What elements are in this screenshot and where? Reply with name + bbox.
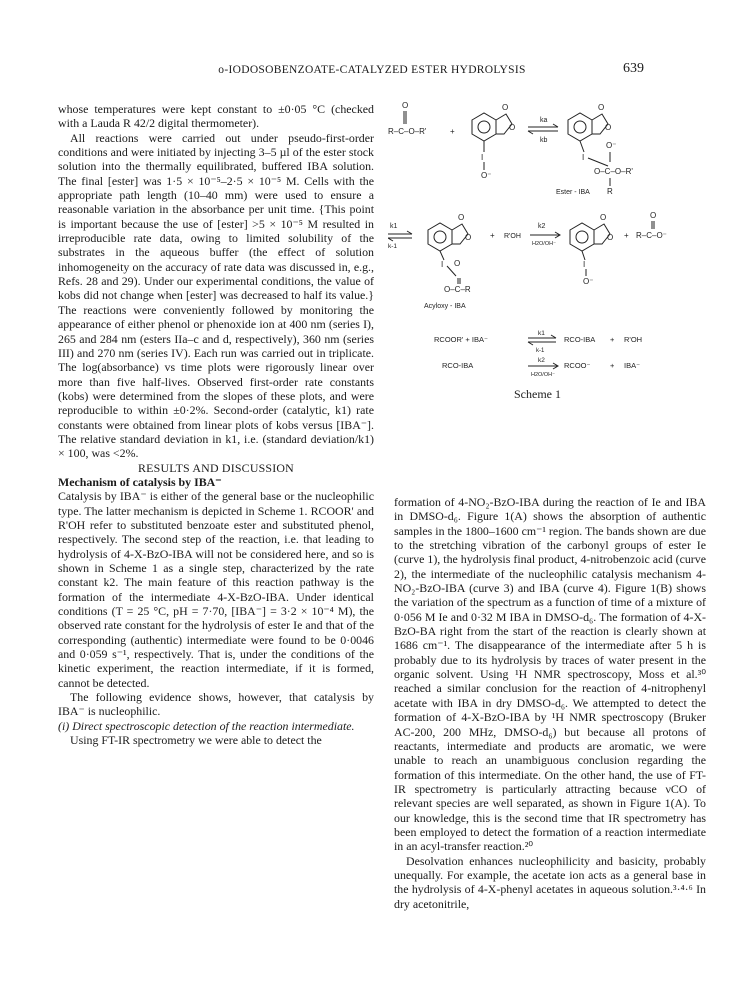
eq1-plus: +	[610, 335, 615, 344]
iba-regen-carbonyl-o: O	[600, 213, 607, 222]
left-paragraph-5: Using FT-IR spectrometry we were able to detect the	[70, 733, 322, 748]
ester-reactant: R–C–O–R'	[388, 127, 427, 136]
left-paragraph-2: All reactions were carried out under pseudo-first-order conditions and were initiated by injecting 3–5 µl of the ester stock solution into the thermally equilibrated, buffered IBA solution. The final [ester] was 1·5 × 10⁻⁵–2·5 × 10⁻⁵ M. Cells with the appropriate path length (10–40 mm) were used to ensure a reasonable variation in the absorbance per unit time. {This point is important because the use of [ester] >5 × 10⁻⁵ M resulted in irreproducible rate data, owing to limited solubility of the substrates in the aqueous buffer (the effect of solution inhomogeneity on the accuracy of rate data was discussed in, e.g., Refs. 28 and 29). Under our experimental conditions, the value of kobs did not change when [ester] was decreased to half its value.} The reactions were conveniently followed by monitoring the appearance of either phenol or phenoxide ion at 400 nm (series I), 265 and 284 nm (esters IIa–c and d, respectively), 360 nm (series III) and 270 nm (series IV). Each run was carried out in triplicate. The log(absorbance) vs time plots were rigorously linear over more than five half-lives. Observed first-order rate constants (kobs) were determined from the slopes of these plots, and were reproducible to within ±0·2%. Second-order (catalytic, k1) rate constants were obtained from linear plots of kobs versus [IBA⁻]. The relative standard deviation in k1, i.e. (standard deviation/k1) × 100, was <2%.	[58, 130, 374, 461]
scheme-1	[388, 100, 710, 480]
left-paragraph-4: The following evidence shows, however, that catalysis by IBA⁻ is nucleophilic.	[58, 690, 374, 719]
ester-iba-substituent: O–C–O–R'	[594, 167, 633, 176]
rate-constant-k2: k2	[538, 223, 546, 230]
rate-constant-k1: k1	[390, 223, 398, 230]
plus-sign-2: +	[490, 231, 495, 240]
right-paragraph-2: Desolvation enhances nucleophilicity and basicity, probably unequally. For example, the acetate ion acts as a general base in the hydrolysis of 4-X-phenyl acetates in aqueous solution.³·⁴·⁶ In dry acetonitrile,	[394, 853, 706, 911]
iba-regen-oxide: O⁻	[583, 277, 594, 286]
product-oxide: O⁻	[606, 141, 617, 150]
eq1-reactants: RCOOR' + IBA⁻	[434, 335, 488, 344]
plus-sign-3: +	[624, 231, 629, 240]
summary-equations	[434, 330, 642, 378]
eq1-intermediate: RCO-IBA	[564, 335, 596, 344]
carbonyl-oxygen-label: O	[402, 101, 409, 110]
product-ring-o: O	[605, 123, 612, 132]
acyloxy-ring-o: O	[465, 233, 472, 242]
eq2-k2: k2	[538, 357, 545, 364]
hydrolysis-conditions: H2O/OH⁻	[532, 241, 556, 247]
iba-iodine: I	[481, 153, 484, 162]
eq2-iba: IBA⁻	[624, 361, 641, 370]
rate-constant-k-1: k-1	[388, 243, 398, 250]
page-number: 639	[623, 61, 644, 76]
scheme-drawing	[388, 100, 710, 480]
plus-sign: +	[450, 127, 455, 136]
ester-iba-label: Ester - IBA	[556, 189, 590, 196]
eq2-conditions: H2O/OH⁻	[531, 372, 555, 378]
eq1-phenol: R'OH	[624, 335, 643, 344]
iba-benzene-ring	[472, 113, 496, 141]
rate-constant-ka: ka	[540, 117, 548, 124]
left-column	[58, 102, 374, 747]
reaction-2	[388, 211, 667, 310]
right-paragraph-1: formation of 4-NO₂-BzO-IBA during the reaction of Ie and IBA in DMSO-d₆. Figure 1(A) shows the absorption of authentic samples in the 1800–1600 cm⁻¹ region. The bands shown are due to the stretching vibration of the carbonyl groups of ester Ie (curve 1), the hydrolysis final product, 4-nitrobenzoic acid (curve 2), the intermediate of the nucleophilic catalysis mechanism 4-NO₂-BzO-IBA (curve 3) and IBA (curve 4). Figure 1(B) shows the variation of the spectrum as a function of time of a mixture of 0·056 M Ie and 0·32 M IBA in DMSO-d₆. The formation of 4-X-BzO-BA right from the start of the reaction is clearly shown at 1686 cm⁻¹. The disappearance of the intermediate after 5 h is probably due to its hydrolysis by traces of water present in the organic solvent. Using ¹H NMR spectroscopy, Moss et al.³⁰ reached a similar conclusion for the reaction of 4-nitrophenyl acetate with IBA in dry DMSO-d₆. We attempted to detect the formation of 4-X-BzO-IBA by ¹H NMR spectroscopy (Bruker AC-200, 200 MHz, DMSO-d₆) but because all protons of reactants, intermediate and products are aromatic, we were unable to reach an unambiguous conclusion regarding the formation of this intermediate. On the other hand, the use of FT-IR spectrometry is particularly attracting because νCO of relevant species are well separated, as shown in Figure 1(A). To our knowledge, this is the second time that IR spectrometry has been employed to detect the formation of a reaction intermediate in an acyl-transfer reaction.²⁰	[394, 495, 706, 854]
subheading: Mechanism of catalysis by IBA⁻	[58, 474, 222, 489]
reaction-1	[388, 101, 633, 196]
iba-ring-o: O	[509, 123, 516, 132]
carboxylate-o: O	[650, 211, 657, 220]
left-paragraph-3: Catalysis by IBA⁻ is either of the general base or the nucleophilic type. The latter mechanism is depicted in Scheme 1. RCOOR' and R'OH refer to substituted benzoate ester and substituted phenol, respectively. The second step of the reaction, i.e. that leading to hydrolysis of 4-X-BzO-IBA will not be considered here, and so is shown in Scheme 1 as a single step, characterized by the rate constant k2. The main feature of this reaction pathway is the formation of the intermediate 4-X-BzO-IBA. Under identical conditions (T = 25 °C, pH = 7·70, [IBA⁻] = 3·2 × 10⁻⁴ M), the observed rate constant for the hydrolysis of ester Ie and that of the corresponding (authentic) intermediate were found to be 0·0046 and 0·059 s⁻¹, respectively. That is, under the conditions of the kinetic experiment, the reaction intermediate, if it is formed, cannot be detected.	[58, 489, 374, 690]
running-header: o-IODOSOBENZOATE-CATALYZED ESTER HYDROLYSIS	[218, 64, 526, 76]
right-column	[394, 495, 706, 911]
section-heading: RESULTS AND DISCUSSION	[138, 460, 294, 475]
rate-constant-kb: kb	[540, 137, 548, 144]
eq1-k-1: k-1	[536, 348, 545, 354]
acyloxy-iodine: I	[441, 260, 444, 269]
acyloxy-carbonyl-o: O	[458, 213, 465, 222]
iba-regen-iodine: I	[583, 260, 586, 269]
scheme-caption: Scheme 1	[514, 387, 561, 401]
acyloxy-iba-label: Acyloxy - IBA	[424, 303, 466, 310]
subsection-heading: (i) Direct spectroscopic detection of the reaction intermediate.	[58, 718, 355, 733]
phenol-reactant: R'OH	[504, 233, 521, 240]
eq2-product: RCOO⁻	[564, 361, 591, 370]
product-carbonyl-o: O	[598, 103, 605, 112]
acyloxy-o: O	[454, 259, 461, 268]
eq2-reactant: RCO-IBA	[442, 361, 474, 370]
left-paragraph-1: whose temperatures were kept constant to ±0·05 °C (checked with a Lauda R 42/2 digital thermometer).	[58, 102, 374, 131]
iba-regen-ring-o: O	[607, 233, 614, 242]
eq2-plus: +	[610, 361, 615, 370]
iba-carbonyl-o: O	[502, 103, 509, 112]
r-group: R	[607, 187, 613, 196]
iba-oxide: O⁻	[481, 171, 492, 180]
carboxylate-product: R–C–O⁻	[636, 231, 667, 240]
acyloxy-substituent: O–C–R	[444, 285, 471, 294]
eq1-k1: k1	[538, 330, 545, 337]
product-iodine: I	[582, 153, 585, 162]
